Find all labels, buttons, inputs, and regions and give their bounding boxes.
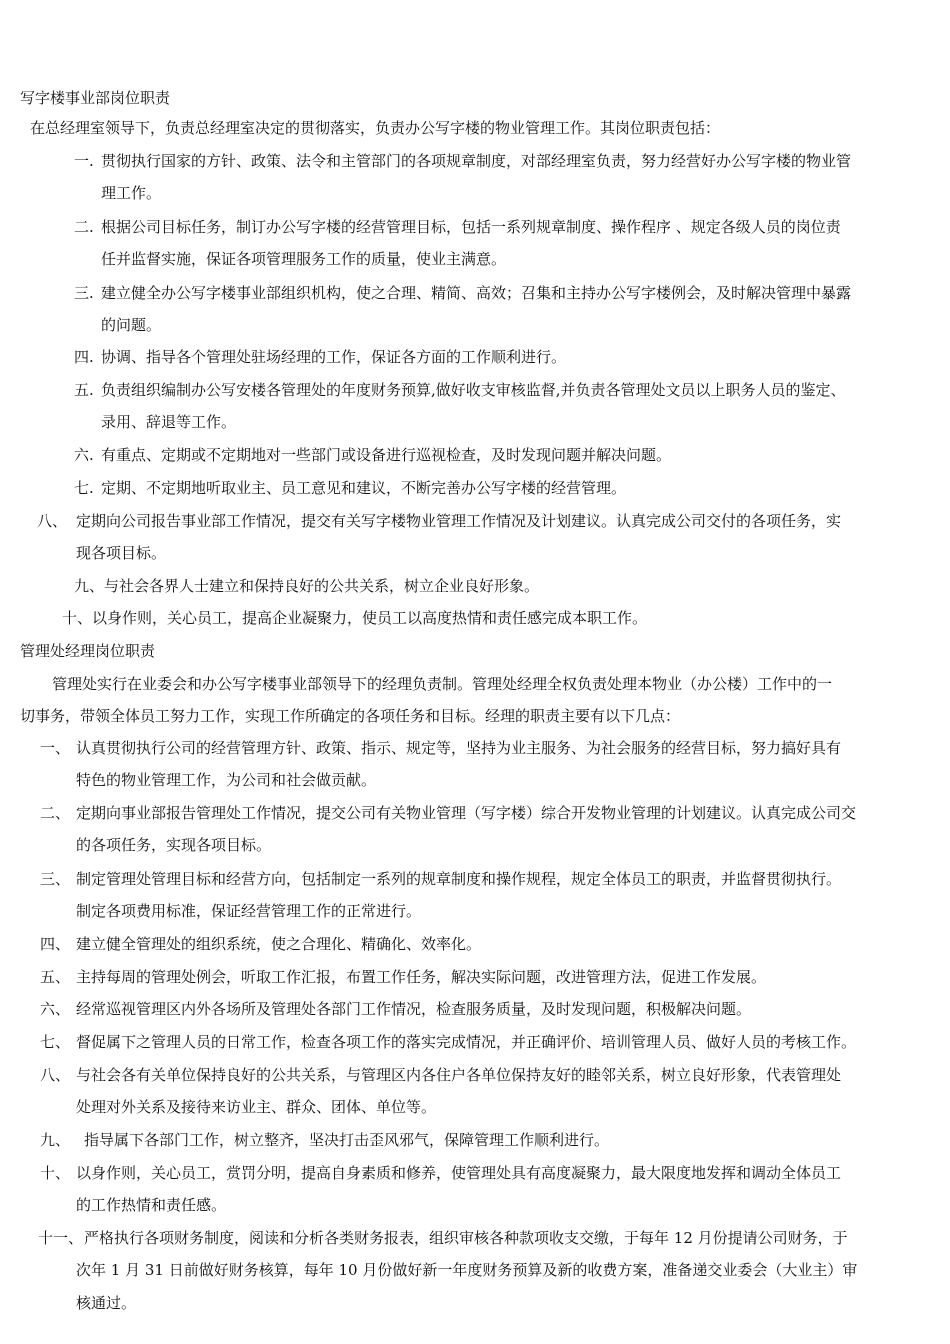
section1-title: 写字楼事业部岗位职责: [20, 89, 171, 107]
s1-item5-num: 五.: [74, 381, 94, 399]
s2-item11-num: 十一、: [38, 1229, 84, 1247]
s1-item3-line2: 的问题。: [101, 316, 162, 334]
s2-item4-num: 四、: [40, 935, 71, 953]
s2-item9-num: 九、: [40, 1131, 71, 1149]
s1-item10-line1: 以身作则，关心员工，提高企业凝聚力，使员工以高度热情和责任感完成本职工作。: [92, 609, 648, 627]
s1-item4-line1: 协调、指导各个管理处驻场经理的工作，保证各方面的工作顺利进行。: [101, 348, 567, 366]
s1-item7-line1: 定期、不定期地听取业主、员工意见和建议，不断完善办公写字楼的经营管理。: [101, 479, 627, 497]
s2-item2-line1: 定期向事业部报告管理处工作情况，提交公司有关物业管理（写字楼）综合开发物业管理的计划建议。认真完成公司交: [76, 804, 857, 822]
s1-item2-line2: 任并监督实施，保证各项管理服务工作的质量，使业主满意。: [101, 250, 507, 268]
s2-item8-line2: 处理对外关系及接待来访业主、群众、团体、单位等。: [76, 1098, 437, 1116]
s1-item1-line1: 贯彻执行国家的方针、政策、法令和主管部门的各项规章制度，对部经理室负责，努力经营好办公写字楼的物业管: [101, 152, 852, 170]
s2-item2-line2: 的各项任务，实现各项目标。: [76, 836, 272, 854]
s2-item10-num: 十、: [40, 1164, 71, 1182]
section2-title: 管理处经理岗位职责: [20, 642, 156, 660]
s2-item2-num: 二、: [40, 804, 71, 822]
s2-item1-num: 一、: [40, 739, 71, 757]
s1-item2-line1: 根据公司目标任务，制订办公写字楼的经营管理目标，包括一系列规章制度、操作程序 、规定各级人员的岗位责: [101, 218, 841, 236]
s2-item6-line1: 经常巡视管理区内外各场所及管理处各部门工作情况，检查服务质量，及时发现问题，积极解决问题。: [76, 1000, 752, 1018]
s1-item8-num: 八、: [37, 512, 68, 530]
s2-item11-line3: 核通过。: [76, 1294, 137, 1312]
s1-item10-num: 十、: [62, 609, 93, 627]
s1-item6-line1: 有重点、定期或不定期地对一些部门或设备进行巡视检查，及时发现问题并解决问题。: [101, 446, 672, 464]
s2-item1-line2: 特色的物业管理工作，为公司和社会做贡献。: [76, 771, 377, 789]
section1-intro: 在总经理室领导下，负责总经理室决定的贯彻落实，负责办公写字楼的物业管理工作。其岗位职责包括：: [30, 119, 721, 137]
s2-item1-line1: 认真贯彻执行公司的经营管理方针、政策、指示、规定等，坚持为业主服务、为社会服务的经营目标，努力搞好具有: [76, 739, 842, 757]
s1-item8-line2: 现各项目标。: [76, 544, 167, 562]
s1-item8-line1: 定期向公司报告事业部工作情况，提交有关写字楼物业管理工作情况及计划建议。认真完成公司交付的各项任务，实: [76, 512, 842, 530]
s2-item7-line1: 督促属下之管理人员的日常工作，检查各项工作的落实完成情况，并正确评价、培训管理人员、做好人员的考核工作。: [76, 1033, 857, 1051]
s1-item2-num: 二.: [74, 218, 94, 236]
s2-item5-line1: 主持每周的管理处例会，听取工作汇报，布置工作任务，解决实际问题，改进管理方法，促进工作发展。: [76, 968, 767, 986]
s2-item3-num: 三、: [40, 870, 71, 888]
s1-item3-line1: 建立健全办公写字楼事业部组织机构，使之合理、精简、高效；召集和主持办公写字楼例会，及时解决管理中暴露: [101, 284, 852, 302]
s2-item8-num: 八、: [40, 1066, 71, 1084]
s1-item9-num: 九、: [74, 577, 105, 595]
s1-item9-line1: 与社会各界人士建立和保持良好的公共关系，树立企业良好形象。: [104, 577, 540, 595]
s2-item7-num: 七、: [40, 1033, 71, 1051]
s2-item9-line1: 指导属下各部门工作，树立整齐，坚决打击歪风邪气，保障管理工作顺利进行。: [84, 1131, 610, 1149]
s1-item4-num: 四.: [74, 348, 94, 366]
s1-item7-num: 七.: [74, 479, 94, 497]
s2-item3-line2: 制定各项费用标准，保证经营管理工作的正常进行。: [76, 902, 422, 920]
s2-item10-line1: 以身作则，关心员工，赏罚分明，提高自身素质和修养，使管理处具有高度凝聚力，最大限度地发挥和调动全体员工: [76, 1164, 842, 1182]
s2-item11-line1: 严格执行各项财务制度，阅读和分析各类财务报表，组织审核各种款项收支交缴，于每年 12 月份提请公司财务，于: [84, 1229, 848, 1247]
s2-item10-line2: 的工作热情和责任感。: [76, 1196, 227, 1214]
s1-item5-line2: 录用、辞退等工作。: [101, 413, 237, 431]
s2-item5-num: 五、: [40, 968, 71, 986]
s1-item5-line1: 负责组织编制办公写安楼各管理处的年度财务预算,做好收支审核监督,并负责各管理处文员以上职务人员的鉴定、: [101, 381, 846, 399]
s2-item6-num: 六、: [40, 1000, 71, 1018]
section2-intro-line1: 管理处实行在业委会和办公写字楼事业部领导下的经理负责制。管理处经理全权负责处理本物业（办公楼）工作中的一: [52, 675, 833, 693]
s2-item8-line1: 与社会各有关单位保持良好的公共关系，与管理区内各住户各单位保持友好的睦邻关系，树立良好形象，代表管理处: [76, 1066, 842, 1084]
s1-item6-num: 六.: [74, 446, 94, 464]
s2-item4-line1: 建立健全管理处的组织系统，使之合理化、精确化、效率化。: [76, 935, 482, 953]
s1-item3-num: 三.: [74, 284, 94, 302]
s1-item1-line2: 理工作。: [101, 184, 162, 202]
s2-item11-line2: 次年 1 月 31 日前做好财务核算，每年 10 月份做好新一年度财务预算及新的收费方案，准备递交业委会（大业主）审: [76, 1261, 858, 1279]
s1-item1-num: 一.: [74, 152, 94, 170]
section2-intro-line2: 切事务，带领全体员工努力工作，实现工作所确定的各项任务和目标。经理的职责主要有以下几点：: [20, 707, 681, 725]
s2-item3-line1: 制定管理处管理目标和经营方向，包括制定一系列的规章制度和操作规程，规定全体员工的职责，并监督贯彻执行。: [76, 870, 842, 888]
